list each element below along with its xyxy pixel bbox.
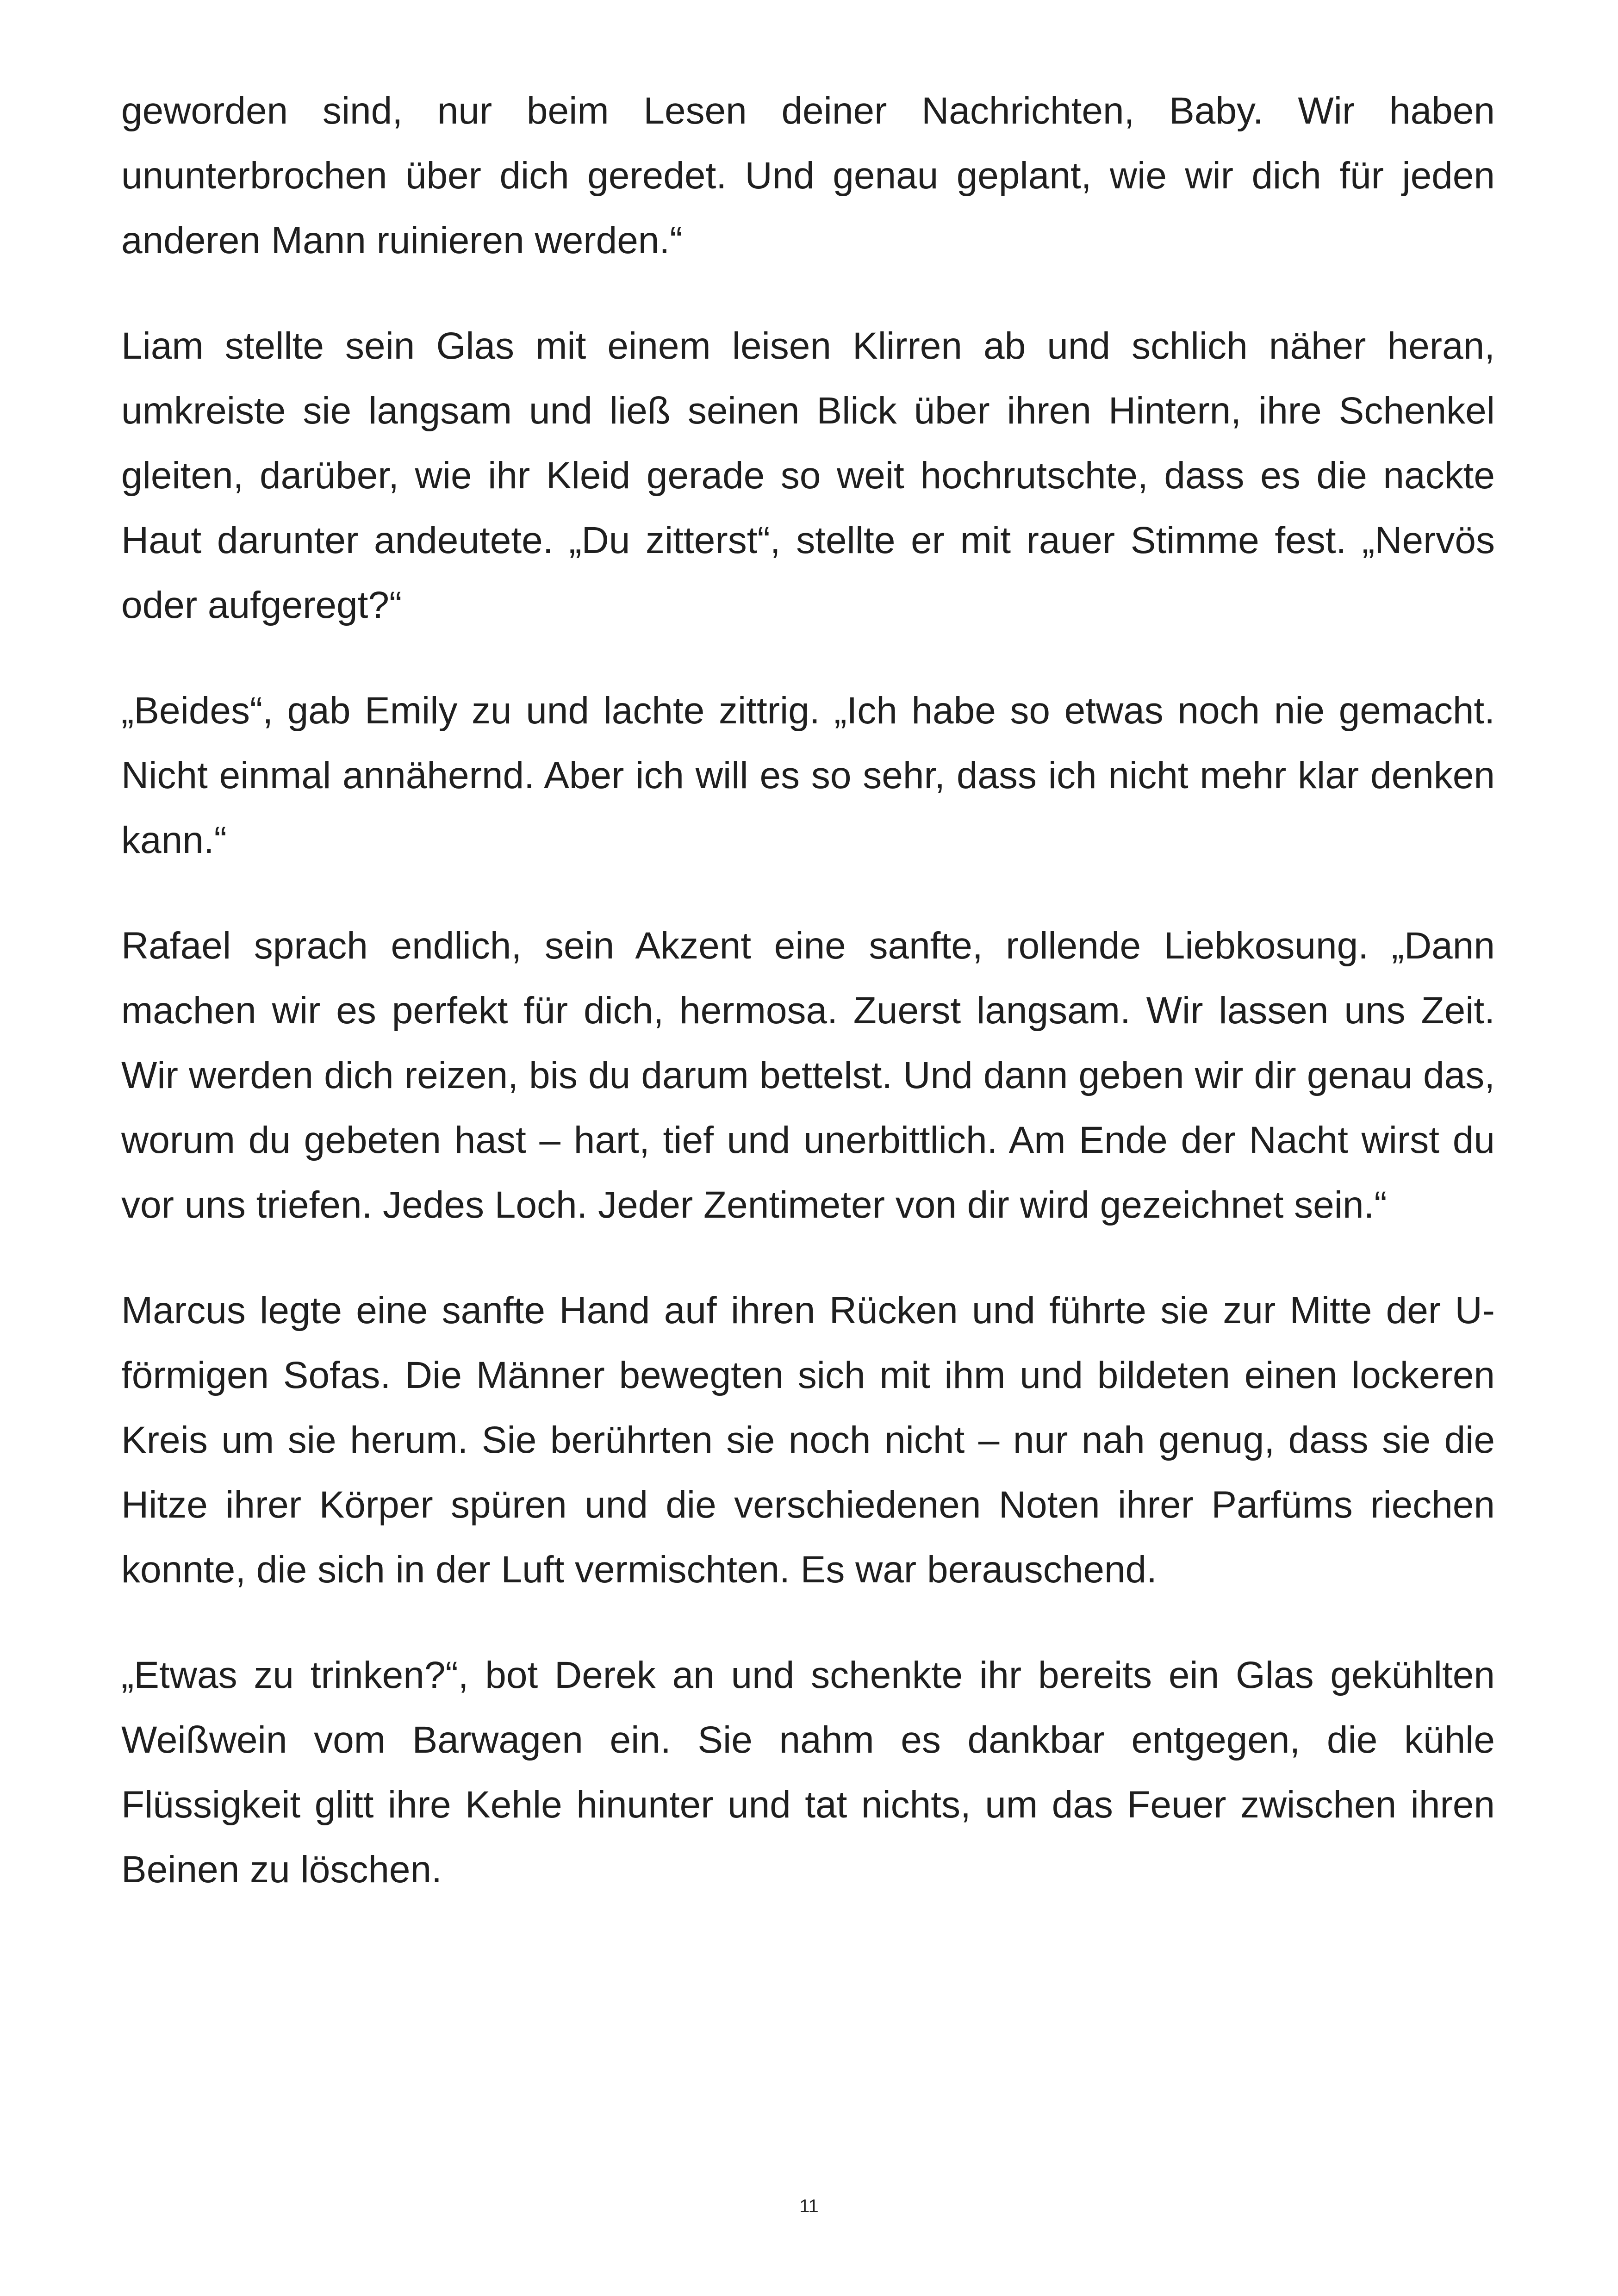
- paragraph-4: Rafael sprach endlich, sein Akzent eine sanfte, rollende Liebkosung. „Dann machen wir es perfekt für dich, hermosa. Zuerst langsam. Wir lassen uns Zeit. Wir werden dich reizen, bis du darum bettelst. Und dann geben wir dir genau das, worum du gebeten hast – hart, tief und unerbittlich. Am Ende der Nacht wirst du vor uns triefen. Jedes Loch. Jeder Zentimeter von dir wird gezeichnet sein.“: [121, 925, 1495, 1226]
- paragraph-5: Marcus legte eine sanfte Hand auf ihren Rücken und führte sie zur Mitte der U-förmigen Sofas. Die Männer bewegten sich mit ihm und bildeten einen lockeren Kreis um sie herum. Sie berührten sie noch nicht – nur nah genug, dass sie die Hitze ihrer Körper spüren und die verschiedenen Noten ihrer Parfüms riechen konnte, die sich in der Luft vermischten. Es war berauschend.: [121, 1289, 1495, 1591]
- page-number: 11: [799, 2196, 819, 2216]
- paragraph-3: „Beides“, gab Emily zu und lachte zittrig. „Ich habe so etwas noch nie gemacht. Nicht einmal annähernd. Aber ich will es so sehr, dass ich nicht mehr klar denken kann.“: [121, 690, 1495, 861]
- paragraph-1: geworden sind, nur beim Lesen deiner Nachrichten, Baby. Wir haben ununterbrochen über dich geredet. Und genau geplant, wie wir dich für jeden anderen Mann ruinieren werden.“: [121, 90, 1495, 261]
- paragraph-2: Liam stellte sein Glas mit einem leisen Klirren ab und schlich näher heran, umkreiste sie langsam und ließ seinen Blick über ihren Hintern, ihre Schenkel gleiten, darüber, wie ihr Kleid gerade so weit hochrutschte, dass es die nackte Haut darunter andeutete. „Du zitterst“, stellte er mit rauer Stimme fest. „Nervös oder aufgeregt?“: [121, 325, 1495, 626]
- paragraph-6: „Etwas zu trinken?“, bot Derek an und schenkte ihr bereits ein Glas gekühlten Weißwein vom Barwagen ein. Sie nahm es dankbar entgegen, die kühle Flüssigkeit glitt ihre Kehle hinunter und tat nichts, um das Feuer zwischen ihren Beinen zu löschen.: [121, 1654, 1495, 1891]
- page-body: [121, 79, 1495, 1943]
